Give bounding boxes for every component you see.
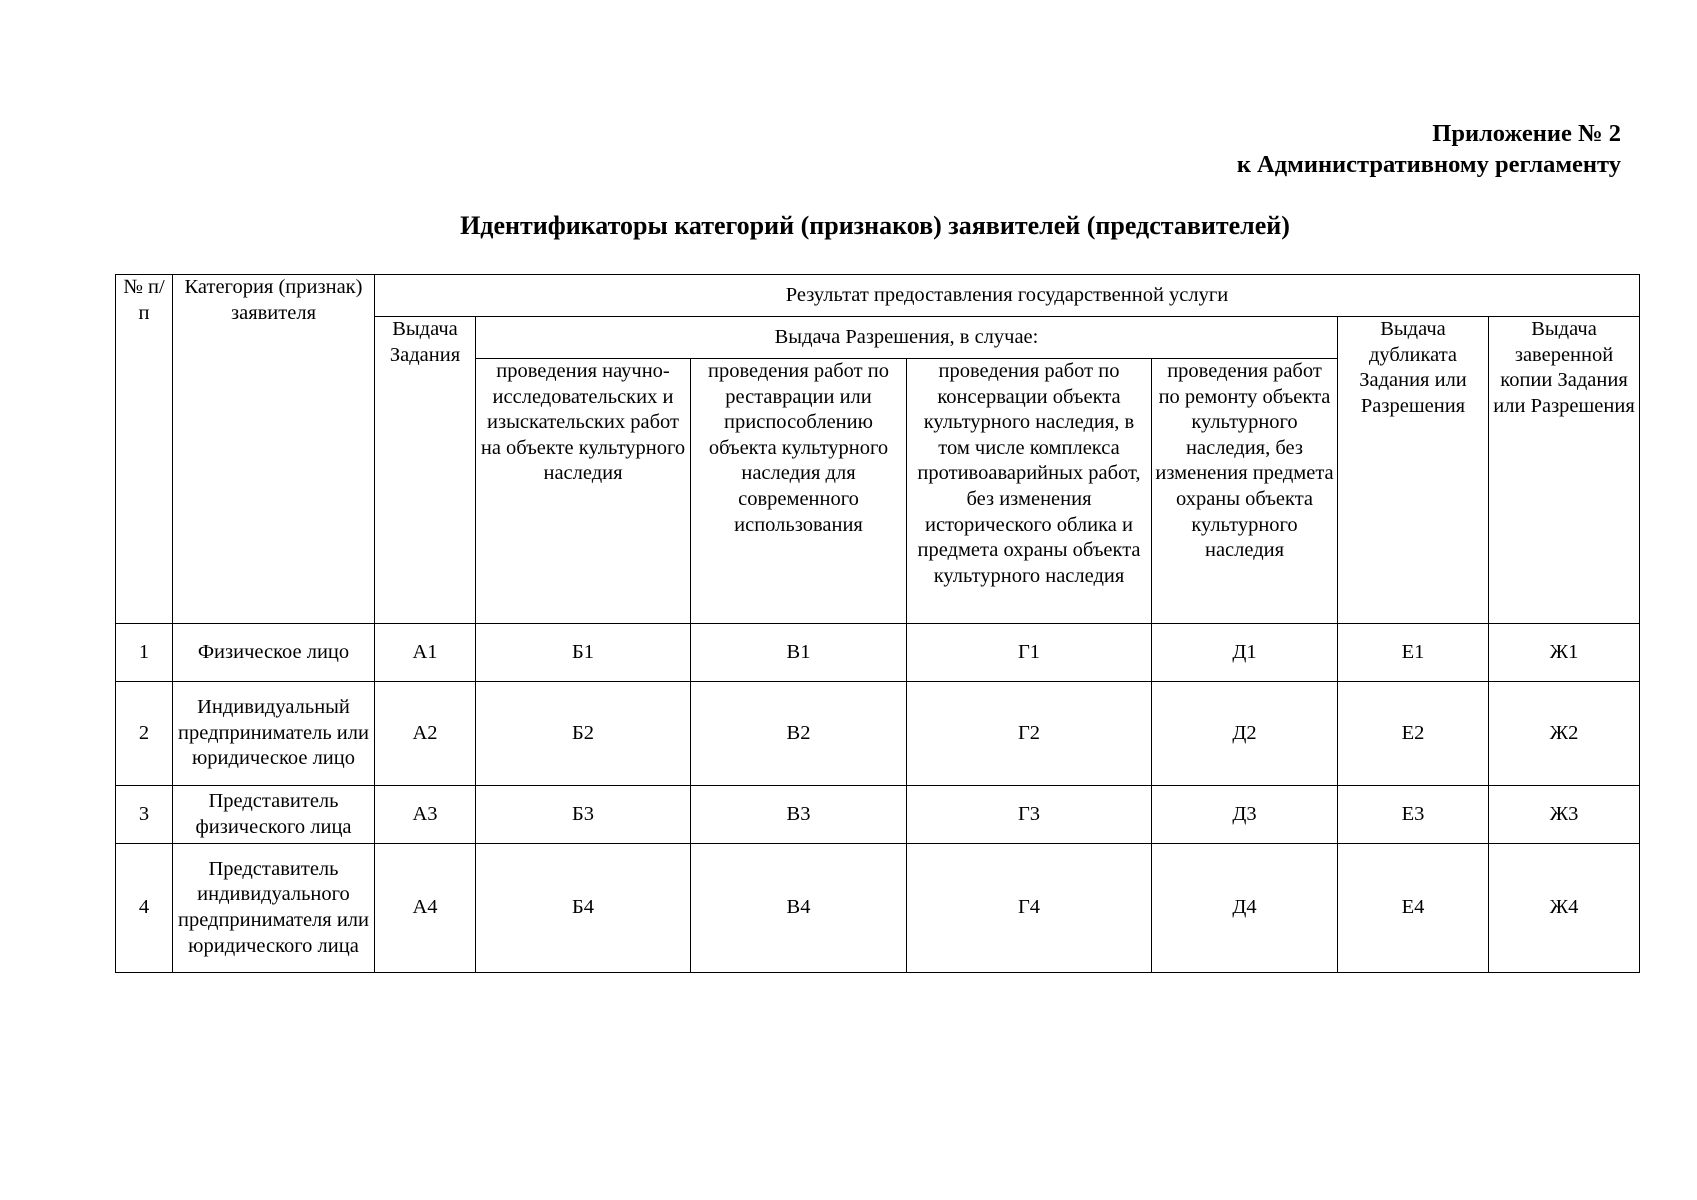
row-num: 2 bbox=[116, 682, 173, 786]
code-conservation: Г3 bbox=[907, 786, 1152, 844]
header-permission: Выдача Разрешения, в случае: bbox=[476, 317, 1338, 359]
row-category: Индивидуальный предприниматель или юридическое лицо bbox=[173, 682, 375, 786]
code-conservation: Г4 bbox=[907, 844, 1152, 973]
appendix-heading bbox=[1237, 118, 1621, 180]
code-task: А3 bbox=[375, 786, 476, 844]
header-num: № п/п bbox=[116, 275, 173, 624]
code-duplicate: Е1 bbox=[1338, 624, 1489, 682]
code-task: А1 bbox=[375, 624, 476, 682]
row-num: 4 bbox=[116, 844, 173, 973]
code-copy: Ж2 bbox=[1489, 682, 1640, 786]
table-row bbox=[116, 844, 1640, 973]
code-repair: Д3 bbox=[1152, 786, 1338, 844]
row-num: 1 bbox=[116, 624, 173, 682]
appendix-reference: к Административному регламенту bbox=[1236, 151, 1621, 178]
code-task: А4 bbox=[375, 844, 476, 973]
header-restoration: проведения работ по реставрации или приспособлению объекта культурного наследия для современного использования bbox=[691, 359, 907, 624]
code-research: Б1 bbox=[476, 624, 691, 682]
header-row-1 bbox=[116, 275, 1640, 317]
header-research: проведения научно-исследовательских и изыскательских работ на объекте культурного наследия bbox=[476, 359, 691, 624]
header-category: Категория (признак) заявителя bbox=[173, 275, 375, 624]
row-num: 3 bbox=[116, 786, 173, 844]
code-copy: Ж1 bbox=[1489, 624, 1640, 682]
code-research: Б3 bbox=[476, 786, 691, 844]
row-category: Представитель физического лица bbox=[173, 786, 375, 844]
code-conservation: Г1 bbox=[907, 624, 1152, 682]
code-repair: Д2 bbox=[1152, 682, 1338, 786]
code-task: А2 bbox=[375, 682, 476, 786]
code-restoration: В4 bbox=[691, 844, 907, 973]
code-copy: Ж4 bbox=[1489, 844, 1640, 973]
row-category: Физическое лицо bbox=[173, 624, 375, 682]
table-row bbox=[116, 682, 1640, 786]
row-category: Представитель индивидуального предпринимателя или юридического лица bbox=[173, 844, 375, 973]
header-repair: проведения работ по ремонту объекта культурного наследия, без изменения предмета охраны объекта культурного наследия bbox=[1152, 359, 1338, 624]
header-copy: Выдача заверенной копии Задания или Разрешения bbox=[1489, 317, 1640, 624]
code-duplicate: Е3 bbox=[1338, 786, 1489, 844]
code-research: Б4 bbox=[476, 844, 691, 973]
code-repair: Д4 bbox=[1152, 844, 1338, 973]
table-row bbox=[116, 786, 1640, 844]
header-conservation: проведения работ по консервации объекта культурного наследия, в том числе комплекса противоаварийных работ, без изменения исторического облика и предмета охраны объекта культурного наследия bbox=[907, 359, 1152, 624]
header-result: Результат предоставления государственной услуги bbox=[375, 275, 1640, 317]
code-restoration: В2 bbox=[691, 682, 907, 786]
code-duplicate: Е2 bbox=[1338, 682, 1489, 786]
appendix-number: Приложение № 2 bbox=[1432, 120, 1621, 147]
header-task: Выдача Задания bbox=[375, 317, 476, 624]
table-row bbox=[116, 624, 1640, 682]
code-restoration: В1 bbox=[691, 624, 907, 682]
code-repair: Д1 bbox=[1152, 624, 1338, 682]
code-conservation: Г2 bbox=[907, 682, 1152, 786]
header-duplicate: Выдача дубликата Задания или Разрешения bbox=[1338, 317, 1489, 624]
document-title: Идентификаторы категорий (признаков) заявителей (представителей) bbox=[460, 211, 1290, 240]
identifiers-table bbox=[115, 274, 1640, 973]
code-duplicate: Е4 bbox=[1338, 844, 1489, 973]
code-research: Б2 bbox=[476, 682, 691, 786]
code-copy: Ж3 bbox=[1489, 786, 1640, 844]
code-restoration: В3 bbox=[691, 786, 907, 844]
